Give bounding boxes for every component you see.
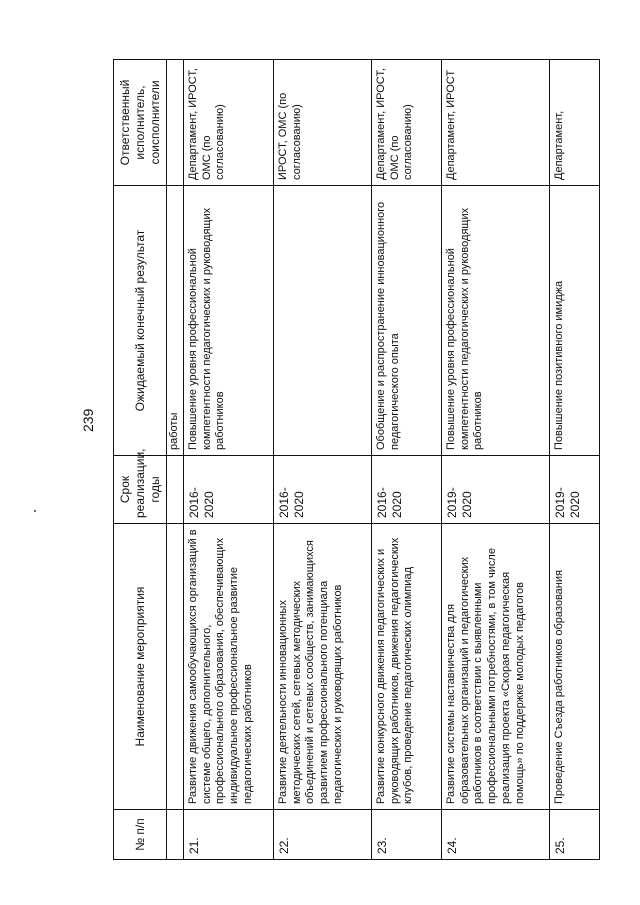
cell-number: 21. [183, 810, 273, 860]
table-header-row [114, 60, 167, 860]
rotated-table-wrapper [113, 60, 600, 860]
cell-responsible: Департамент, [549, 60, 599, 186]
header-name: Наименование мероприятия [114, 524, 167, 810]
cell-result: Обобщение и распространение инновационного педагогического опыта [371, 186, 441, 456]
cell-result: работы [167, 186, 184, 456]
cell-term: 2016-2020 [183, 456, 273, 524]
scan-speck [34, 510, 36, 512]
cell-result [273, 186, 371, 456]
cell-number: 25. [549, 810, 599, 860]
cell-number: 23. [371, 810, 441, 860]
cell-number: 24. [441, 810, 549, 860]
table-row [273, 60, 371, 860]
cell-responsible: Департамент, ИРОСТ, ОМС (по согласованию) [371, 60, 441, 186]
table-row [371, 60, 441, 860]
cell-result: Повышение уровня профессиональной компетентности педагогических и руководящих работников [441, 186, 549, 456]
cell-responsible: Департамент, ИРОСТ [441, 60, 549, 186]
cell-responsible: ИРОСТ, ОМС (по согласованию) [273, 60, 371, 186]
table-row [441, 60, 549, 860]
cell-name: Развитие деятельности инновационных методических сетей, сетевых методических объединений и сетевых сообществ, занимающихся развитием профессионального потенциала педагогических и руководящих работников [273, 524, 371, 810]
cell-result: Повышение позитивного имиджа [549, 186, 599, 456]
table-row [549, 60, 599, 860]
cell-term: 2016-2020 [273, 456, 371, 524]
cell-term: 2016-2020 [371, 456, 441, 524]
cell-term [167, 456, 184, 524]
header-number: № п/п [114, 810, 167, 860]
cell-name [167, 524, 184, 810]
cell-responsible: Департамент, ИРОСТ, ОМС (по согласованию) [183, 60, 273, 186]
cell-name: Проведение Съезда работников образования [549, 524, 599, 810]
cell-term: 2019-2020 [549, 456, 599, 524]
cell-result: Повышение уровня профессиональной компетентности педагогических и руководящих работников [183, 186, 273, 456]
measures-table [113, 59, 600, 860]
cell-term: 2019-2020 [441, 456, 549, 524]
header-term: Срок реализации, годы [114, 456, 167, 524]
cell-responsible [167, 60, 184, 186]
header-responsible: Ответственный исполнитель, соисполнители [114, 60, 167, 186]
cell-name: Развитие движения самообучающихся организаций в системе общего, дополнительного, профессионального образования, обеспечивающих индивидуальное профессиональное развитие педагогических работников [183, 524, 273, 810]
cell-number: 22. [273, 810, 371, 860]
cell-number [167, 810, 184, 860]
cell-name: Развитие конкурсного движения педагогических и руководящих работников, движения педагогических клубов, проведение педагогических олимпиад [371, 524, 441, 810]
header-result: Ожидаемый конечный результат [114, 186, 167, 456]
table-row [183, 60, 273, 860]
page-number: 239 [80, 408, 96, 432]
cell-name: Развитие системы наставничества для образовательных организаций и педагогических работников в соответствии с выявленными профессиональными потребностями, в том числе реализация проекта «Скорая педагогическая помощь» по поддержке молодых педагогов [441, 524, 549, 810]
continuation-row [167, 60, 184, 860]
